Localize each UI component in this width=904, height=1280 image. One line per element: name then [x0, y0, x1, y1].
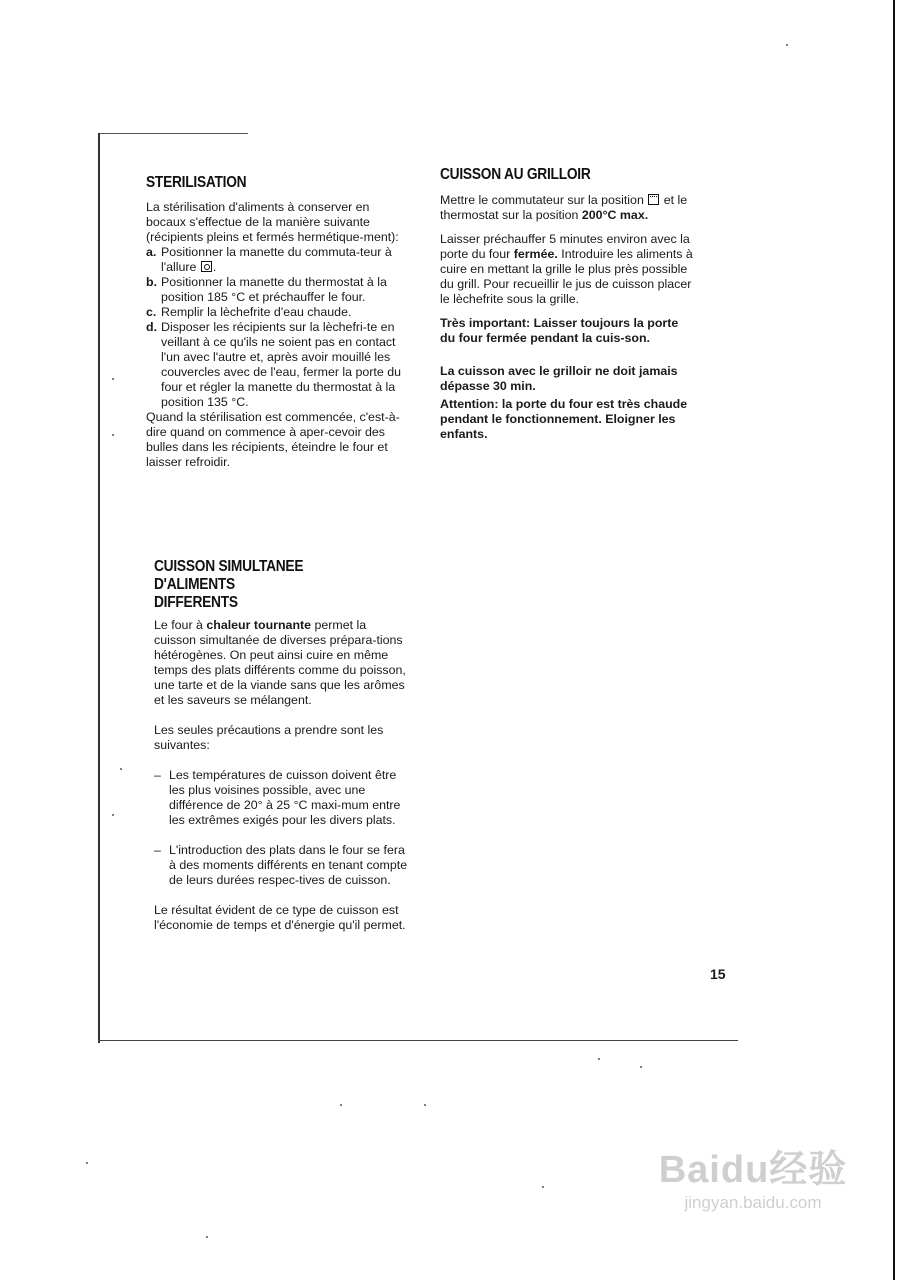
step-text-end: . [212, 260, 217, 274]
sterilisation-title: STERILISATION [146, 174, 247, 191]
step-item [146, 275, 404, 305]
text-run: et le thermostat sur la position [440, 193, 688, 222]
scan-speck [340, 1104, 342, 1106]
step-mark: c. [146, 305, 157, 319]
simultaneous-paragraph-2: Les seules précautions a prendre sont les suivantes: [154, 723, 384, 752]
fan-oven-icon [201, 261, 212, 272]
watermark-url: jingyan.baidu.com [684, 1193, 822, 1212]
precautions-list [154, 768, 410, 888]
sterilisation-outro: Quand la stérilisation est commencée, c'est-à-dire quand on commence à aper-cevoir des bulles dans les récipients, éteindre le four et laisser refroidir. [146, 410, 400, 469]
simultaneous-paragraph-3: Le résultat évident de ce type de cuisson est l'économie de temps et d'énergie qu'il permet. [154, 903, 406, 932]
step-text: Positionner la manette du commuta-teur à l'allure [161, 245, 392, 274]
dash-mark: – [154, 843, 161, 857]
step-text: Remplir la lèchefrite d'eau chaude. [161, 305, 352, 319]
scan-speck [112, 434, 114, 436]
bottom-rule [98, 1040, 738, 1041]
scan-speck [542, 1186, 544, 1188]
page-number: 15 [710, 966, 726, 982]
left-rule [98, 133, 100, 1043]
list-item [154, 768, 410, 828]
grill-important-note: Très important: Laisser toujours la porte du four fermée pendant la cuis-son. [440, 316, 679, 345]
text-run: permet la cuisson simultanée de diverses prépara-tions hétérogènes. On peut ainsi cuire en même temps des plats différents comme du poisson, une tarte et de la viande sans que les arômes et les saveurs se mélangent. [154, 618, 406, 707]
simultaneous-cooking-section [154, 558, 410, 933]
simultaneous-title-line1: CUISSON SIMULTANEE D'ALIMENTS [154, 558, 304, 593]
sterilisation-steps [146, 245, 404, 410]
grill-title: CUISSON AU GRILLOIR [440, 166, 591, 183]
grill-cooking-section [440, 166, 694, 442]
simultaneous-paragraph-1 [154, 618, 410, 708]
bold-run: 200°C max. [581, 208, 649, 222]
right-edge-rule [893, 0, 895, 1280]
text-run: Le four à [154, 618, 203, 632]
scan-speck [640, 1066, 642, 1068]
scan-speck [120, 768, 122, 770]
grill-paragraph-2 [440, 232, 694, 307]
step-mark: b. [146, 275, 158, 289]
step-mark: d. [146, 320, 158, 334]
scan-speck [112, 378, 114, 380]
scan-speck [206, 1236, 208, 1238]
grill-paragraph-1 [440, 193, 694, 223]
scan-speck [86, 1162, 88, 1164]
scan-speck [424, 1104, 426, 1106]
top-rule [98, 133, 248, 134]
list-text: Les températures de cuisson doivent être les plus voisines possible, avec une différence de 20° à 25 °C maxi-mum entre les extrêmes exigés pour les divers plats. [169, 768, 401, 827]
dash-mark: – [154, 768, 161, 782]
grill-time-limit: La cuisson avec le grilloir ne doit jamais dépasse 30 min. [440, 364, 678, 393]
bold-run: fermée. [513, 247, 558, 261]
bold-run: chaleur tournante [206, 618, 312, 632]
grill-attention-note: Attention: la porte du four est très chaude pendant le fonctionnement. Eloigner les enfants. [440, 397, 688, 441]
list-item [154, 843, 410, 888]
text-run: Laisser préchauffer 5 minutes environ avec la porte du four [440, 232, 690, 261]
step-text: Positionner la manette du thermostat à la position 185 °C et préchauffer le four. [161, 275, 387, 304]
step-item [146, 320, 404, 410]
simultaneous-title-line2: DIFFERENTS [154, 594, 238, 611]
grill-icon [648, 194, 659, 205]
scan-speck [786, 44, 788, 46]
list-text: L'introduction des plats dans le four se fera à des moments différents en tenant compte de leurs durées respec-tives de cuisson. [169, 843, 408, 887]
step-text: Disposer les récipients sur la lèchefri-te en veillant à ce qu'ils ne soient pas en contact l'un avec l'autre et, après avoir mouillé les couvercles avec de l'eau, fermer la porte du four et régler la manette du thermostat à la position 135 °C. [161, 320, 401, 409]
sterilisation-section [146, 174, 404, 470]
scan-speck [112, 814, 114, 816]
scan-speck [598, 1058, 600, 1060]
step-mark: a. [146, 245, 157, 259]
text-run: Introduire les aliments à cuire en mettant la grille le plus près possible du grill. Pour recueillir le jus de cuisson placer le lèchefrite sous la grille. [440, 247, 693, 306]
watermark [648, 1148, 858, 1238]
step-item [146, 305, 404, 320]
step-item [146, 245, 404, 275]
watermark-logo: Baidu经验 [658, 1149, 848, 1191]
sterilisation-intro: La stérilisation d'aliments à conserver en bocaux s'effectue de la manière suivante (récipients pleins et fermés hermétique-ment): [146, 200, 399, 244]
text-run: Mettre le commutateur sur la position [440, 193, 644, 207]
